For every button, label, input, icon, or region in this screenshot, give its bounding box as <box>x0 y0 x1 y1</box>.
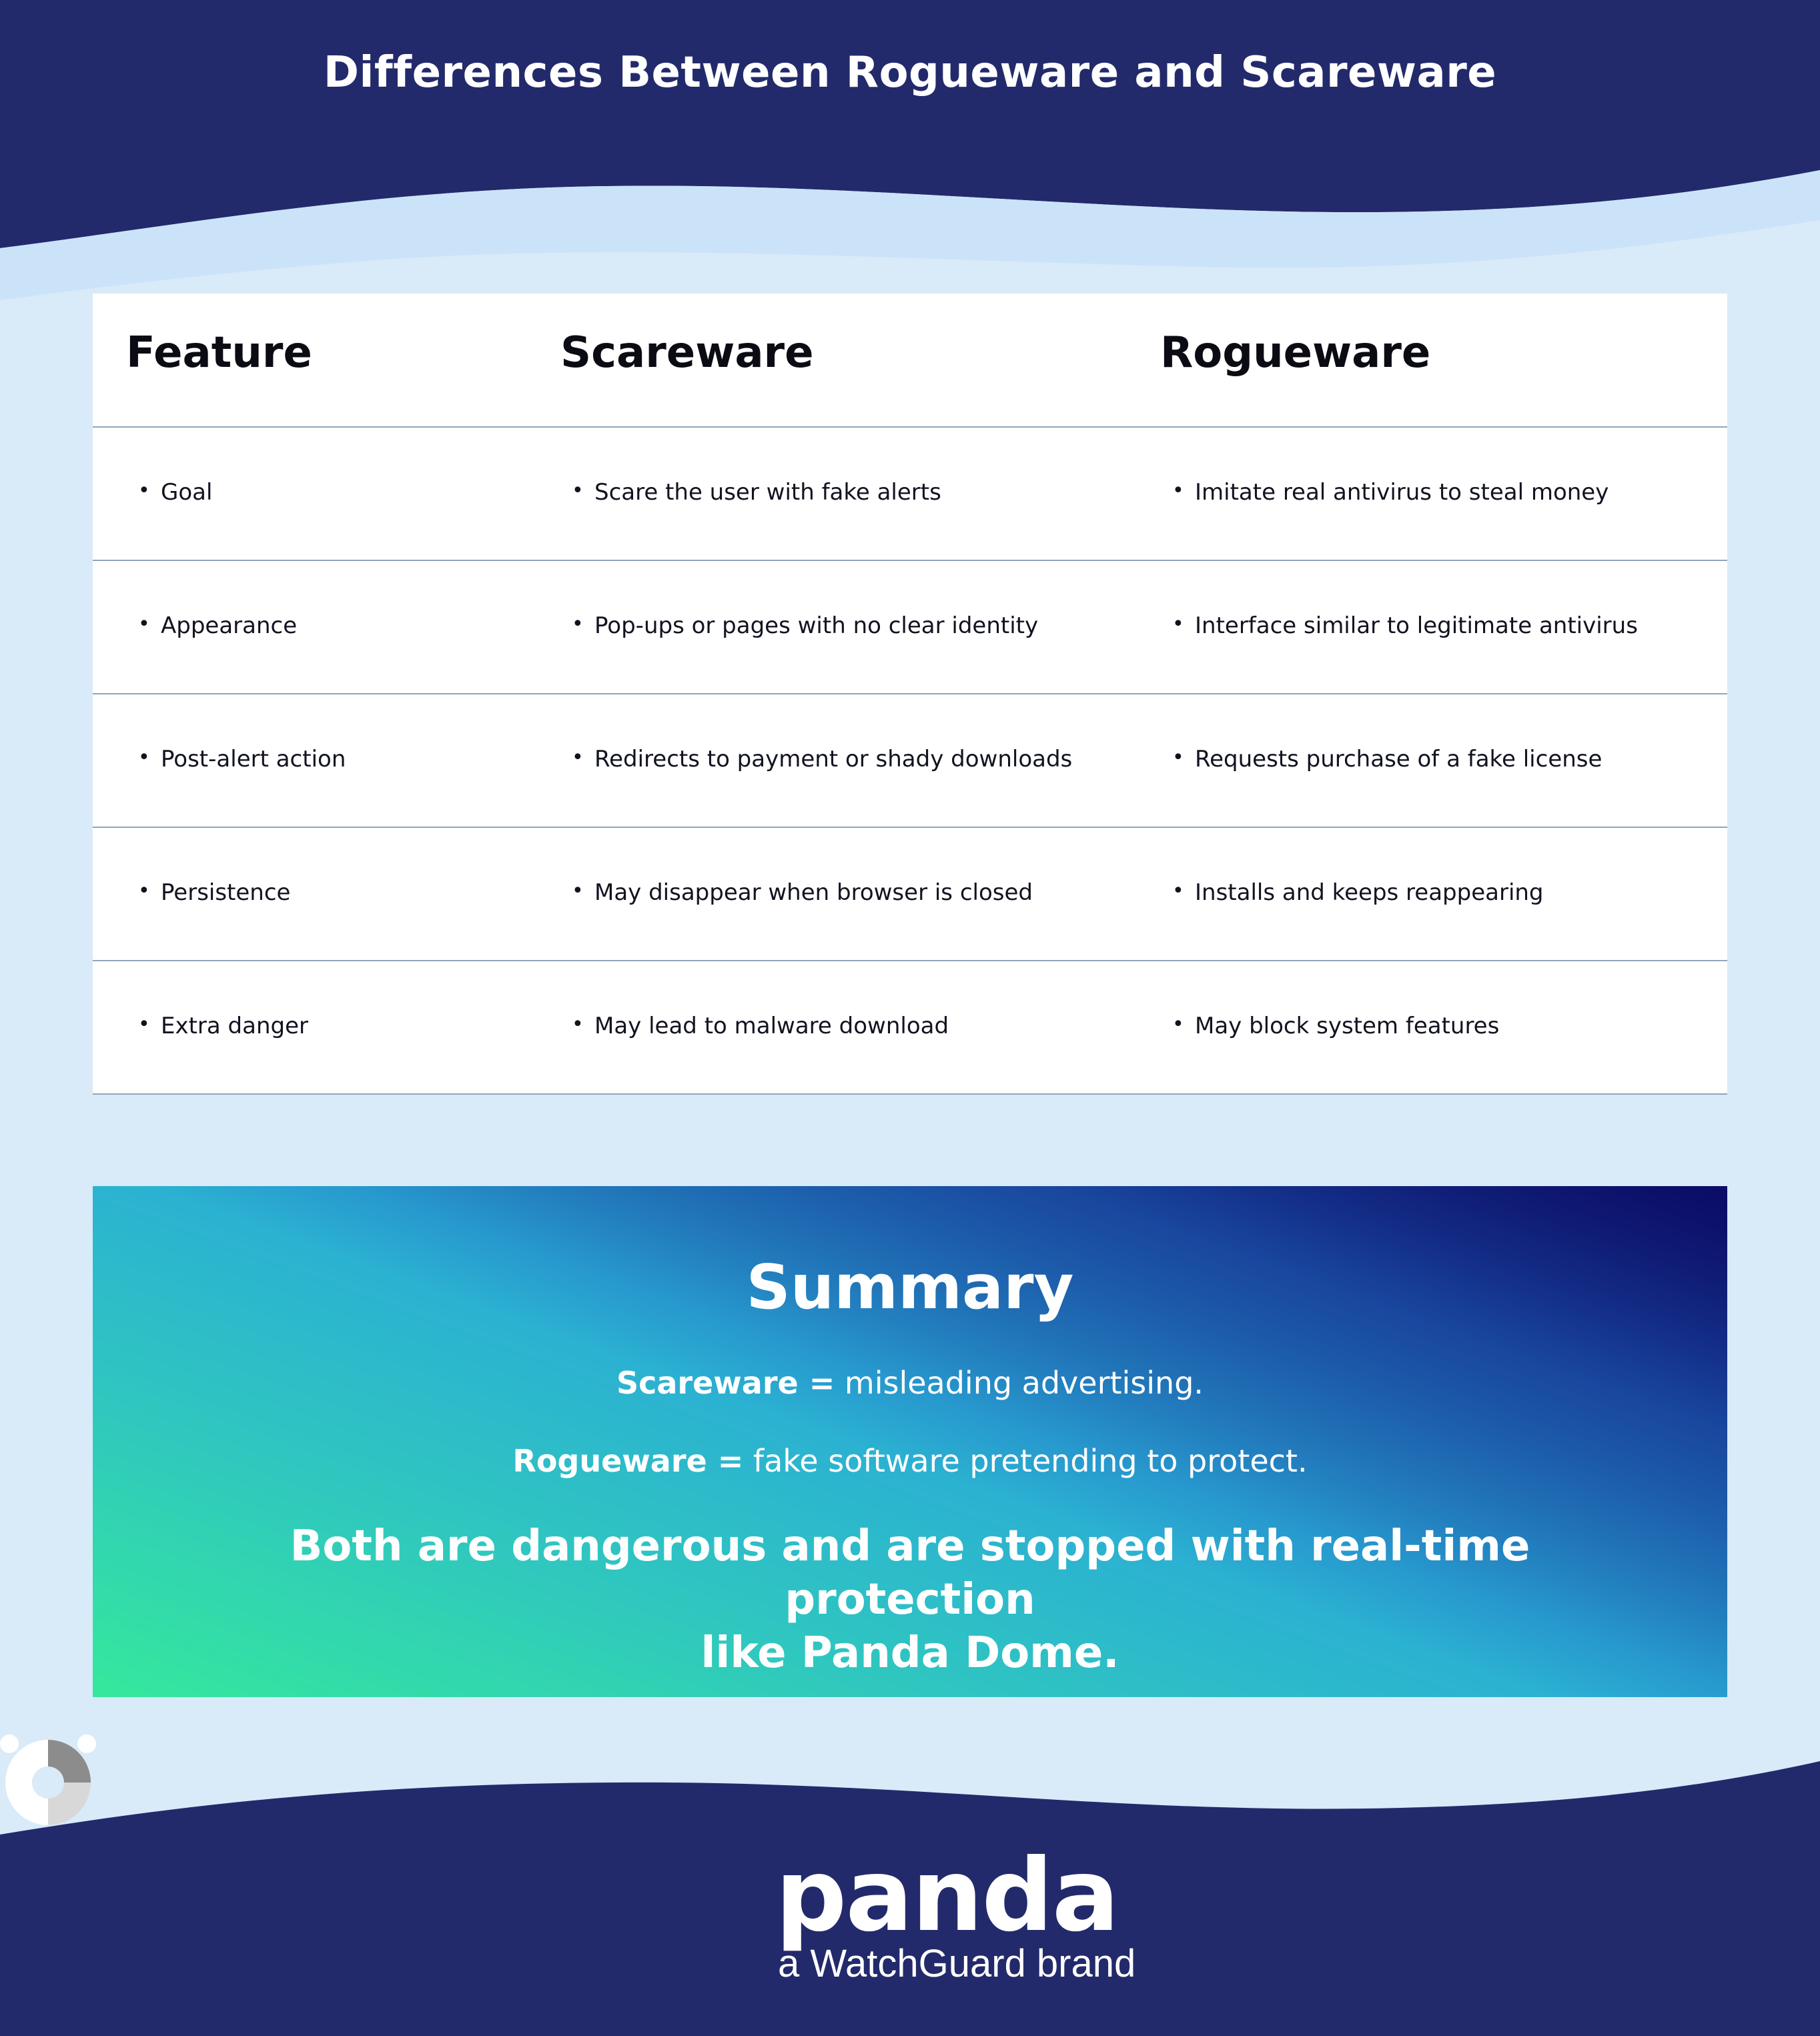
summary-conclusion-line-2: like Panda Dome. <box>701 1628 1119 1678</box>
cell-feature: • Post-alert action <box>161 746 346 773</box>
summary-scareware-line <box>93 1365 1727 1401</box>
summary-panel <box>93 1186 1727 1697</box>
table-row <box>93 427 1727 561</box>
cell-scareware: • Redirects to payment or shady downloads <box>594 746 1072 773</box>
table-row <box>93 694 1727 828</box>
brand-name: panda <box>775 1838 1118 1954</box>
summary-conclusion <box>159 1520 1661 1680</box>
cell-rogueware: • Imitate real antivirus to steal money <box>1195 479 1609 506</box>
summary-rogueware-line <box>93 1443 1727 1479</box>
cell-scareware: • Scare the user with fake alerts <box>594 479 941 506</box>
footer-banner <box>0 1734 1820 2036</box>
table-row <box>93 560 1727 694</box>
column-header-feature: Feature <box>126 328 312 378</box>
summary-rogueware-term: Rogueware = <box>512 1443 744 1479</box>
summary-conclusion-line-1: Both are dangerous and are stopped with real-time protection <box>290 1522 1530 1624</box>
header-banner <box>0 0 1820 307</box>
cell-rogueware: • Installs and keeps reappearing <box>1195 879 1544 906</box>
header-wave <box>0 0 1820 307</box>
cell-scareware: • May disappear when browser is closed <box>594 879 1033 906</box>
cell-rogueware: • Requests purchase of a fake license <box>1195 746 1602 773</box>
table-header-row <box>93 294 1727 428</box>
cell-scareware: • May lead to malware download <box>594 1013 949 1039</box>
column-header-scareware: Scareware <box>560 328 814 378</box>
summary-title: Summary <box>746 1251 1074 1323</box>
table-row <box>93 961 1727 1095</box>
column-header-rogueware: Rogueware <box>1160 328 1431 378</box>
cell-rogueware: • Interface similar to legitimate antivirus <box>1195 612 1638 639</box>
summary-scareware-definition: misleading advertising. <box>844 1365 1204 1401</box>
cell-feature: • Extra danger <box>161 1013 308 1039</box>
cell-rogueware: • May block system features <box>1195 1013 1499 1039</box>
summary-rogueware-definition: fake software pretending to protect. <box>753 1443 1308 1479</box>
cell-scareware: • Pop-ups or pages with no clear identity <box>594 612 1038 639</box>
summary-scareware-term: Scareware = <box>616 1365 835 1401</box>
table-row <box>93 827 1727 961</box>
panda-logo-icon <box>0 1734 96 1831</box>
cell-feature: • Appearance <box>161 612 297 639</box>
brand-tagline: a WatchGuard brand <box>778 1942 1136 1985</box>
cell-feature: • Goal <box>161 479 212 506</box>
cell-feature: • Persistence <box>161 879 290 906</box>
page-title: Differences Between Rogueware and Scareware <box>323 48 1497 97</box>
comparison-table <box>93 294 1727 1094</box>
